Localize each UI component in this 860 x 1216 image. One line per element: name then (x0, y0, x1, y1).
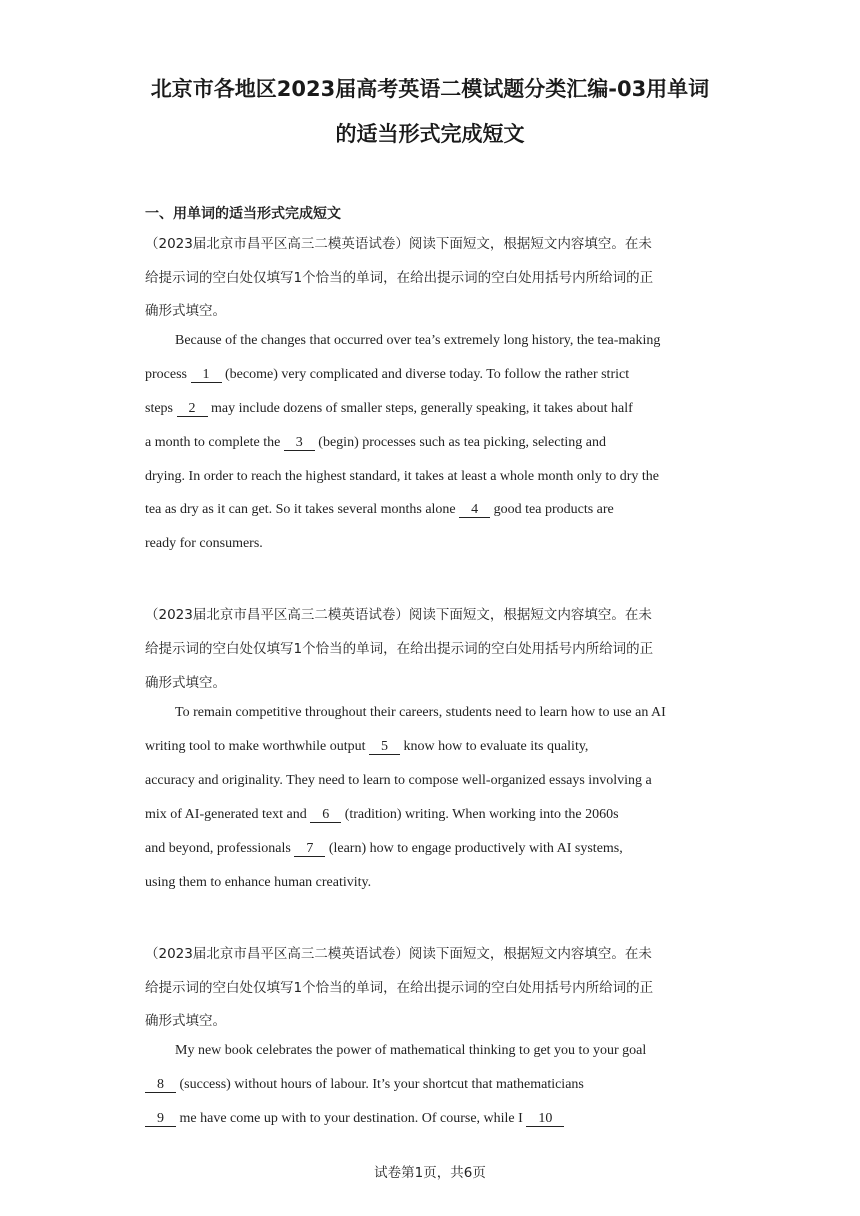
text-span: me have come up with to your destination. Of course, while I (176, 1111, 527, 1126)
text-span: (tradition) writing. When working into the 2060s (341, 807, 619, 822)
passage-3-line-3 (145, 1111, 725, 1127)
section-heading: 一、用单词的适当形式完成短文 (145, 206, 341, 222)
passage-1-line-4 (145, 435, 725, 451)
passage-1-line-2 (145, 367, 725, 383)
blank-3: 3 (284, 436, 315, 451)
blank-2: 2 (177, 402, 208, 417)
passage-3-instruction-2: 给提示词的空白处仅填写1个恰当的单词，在给出提示词的空白处用括号内所给词的正 (145, 980, 654, 996)
page-footer: 试卷第1页，共6页 (374, 1165, 486, 1181)
passage-2-line-3: accuracy and originality. They need to learn to compose well-organized essays involving a (145, 773, 652, 788)
blank-4: 4 (459, 503, 490, 518)
text-span: know how to evaluate its quality, (399, 739, 589, 754)
passage-2-instruction-1: （2023届北京市昌平区高三二模英语试卷）阅读下面短文，根据短文内容填空。在未 (145, 607, 652, 623)
text-span: (begin) processes such as tea picking, selecting and (314, 435, 606, 450)
text-span: may include dozens of smaller steps, generally speaking, it takes about half (207, 401, 633, 416)
text-span: steps (145, 401, 177, 416)
document-title-line-1: 北京市各地区2023届高考英语二模试题分类汇编-03用单词 (150, 77, 710, 101)
passage-2-instruction-2: 给提示词的空白处仅填写1个恰当的单词，在给出提示词的空白处用括号内所给词的正 (145, 641, 654, 657)
passage-1-line-7: ready for consumers. (145, 536, 263, 551)
blank-6: 6 (310, 808, 341, 823)
passage-1-line-5: drying. In order to reach the highest standard, it takes at least a whole month only to dry the (145, 469, 659, 484)
text-span: mix of AI-generated text and (145, 807, 311, 822)
passage-1-instruction-2: 给提示词的空白处仅填写1个恰当的单词，在给出提示词的空白处用括号内所给词的正 (145, 270, 654, 286)
passage-2-line-6: using them to enhance human creativity. (145, 875, 372, 890)
text-span: and beyond, professionals (145, 841, 295, 856)
text-span: a month to complete the (145, 435, 284, 450)
passage-2-line-4 (145, 807, 725, 823)
passage-2-instruction-3: 确形式填空。 (145, 675, 226, 691)
text-span: (success) without hours of labour. It’s your shortcut that mathematicians (176, 1077, 584, 1092)
passage-2-line-5 (145, 841, 725, 857)
passage-3-instruction-1: （2023届北京市昌平区高三二模英语试卷）阅读下面短文，根据短文内容填空。在未 (145, 946, 652, 962)
blank-8: 8 (145, 1078, 176, 1093)
passage-1-instruction-3: 确形式填空。 (145, 303, 226, 319)
document-title-line-2: 的适当形式完成短文 (335, 122, 525, 146)
passage-1-line-6 (145, 502, 725, 518)
text-span: writing tool to make worthwhile output (145, 739, 369, 754)
blank-7: 7 (294, 842, 325, 857)
blank-5: 5 (369, 740, 400, 755)
text-span: good tea products are (490, 502, 614, 517)
text-span: (learn) how to engage productively with AI systems, (325, 841, 623, 856)
passage-3-line-2 (145, 1077, 725, 1093)
blank-1: 1 (191, 368, 222, 383)
passage-2-line-1: To remain competitive throughout their careers, students need to learn how to use an AI (175, 705, 666, 720)
passage-1-instruction-1: （2023届北京市昌平区高三二模英语试卷）阅读下面短文，根据短文内容填空。在未 (145, 236, 652, 252)
blank-10: 10 (526, 1112, 564, 1127)
passage-2-line-2 (145, 739, 725, 755)
text-span: tea as dry as it can get. So it takes several months alone (145, 502, 460, 517)
text-span: (become) very complicated and diverse today. To follow the rather strict (221, 367, 630, 382)
blank-9: 9 (145, 1112, 176, 1127)
text-span: process (145, 367, 191, 382)
passage-1-line-3 (145, 401, 725, 417)
passage-3-instruction-3: 确形式填空。 (145, 1013, 226, 1029)
passage-3-line-1: My new book celebrates the power of mathematical thinking to get you to your goal (175, 1043, 647, 1058)
passage-1-line-1: Because of the changes that occurred over tea’s extremely long history, the tea-making (175, 333, 661, 348)
